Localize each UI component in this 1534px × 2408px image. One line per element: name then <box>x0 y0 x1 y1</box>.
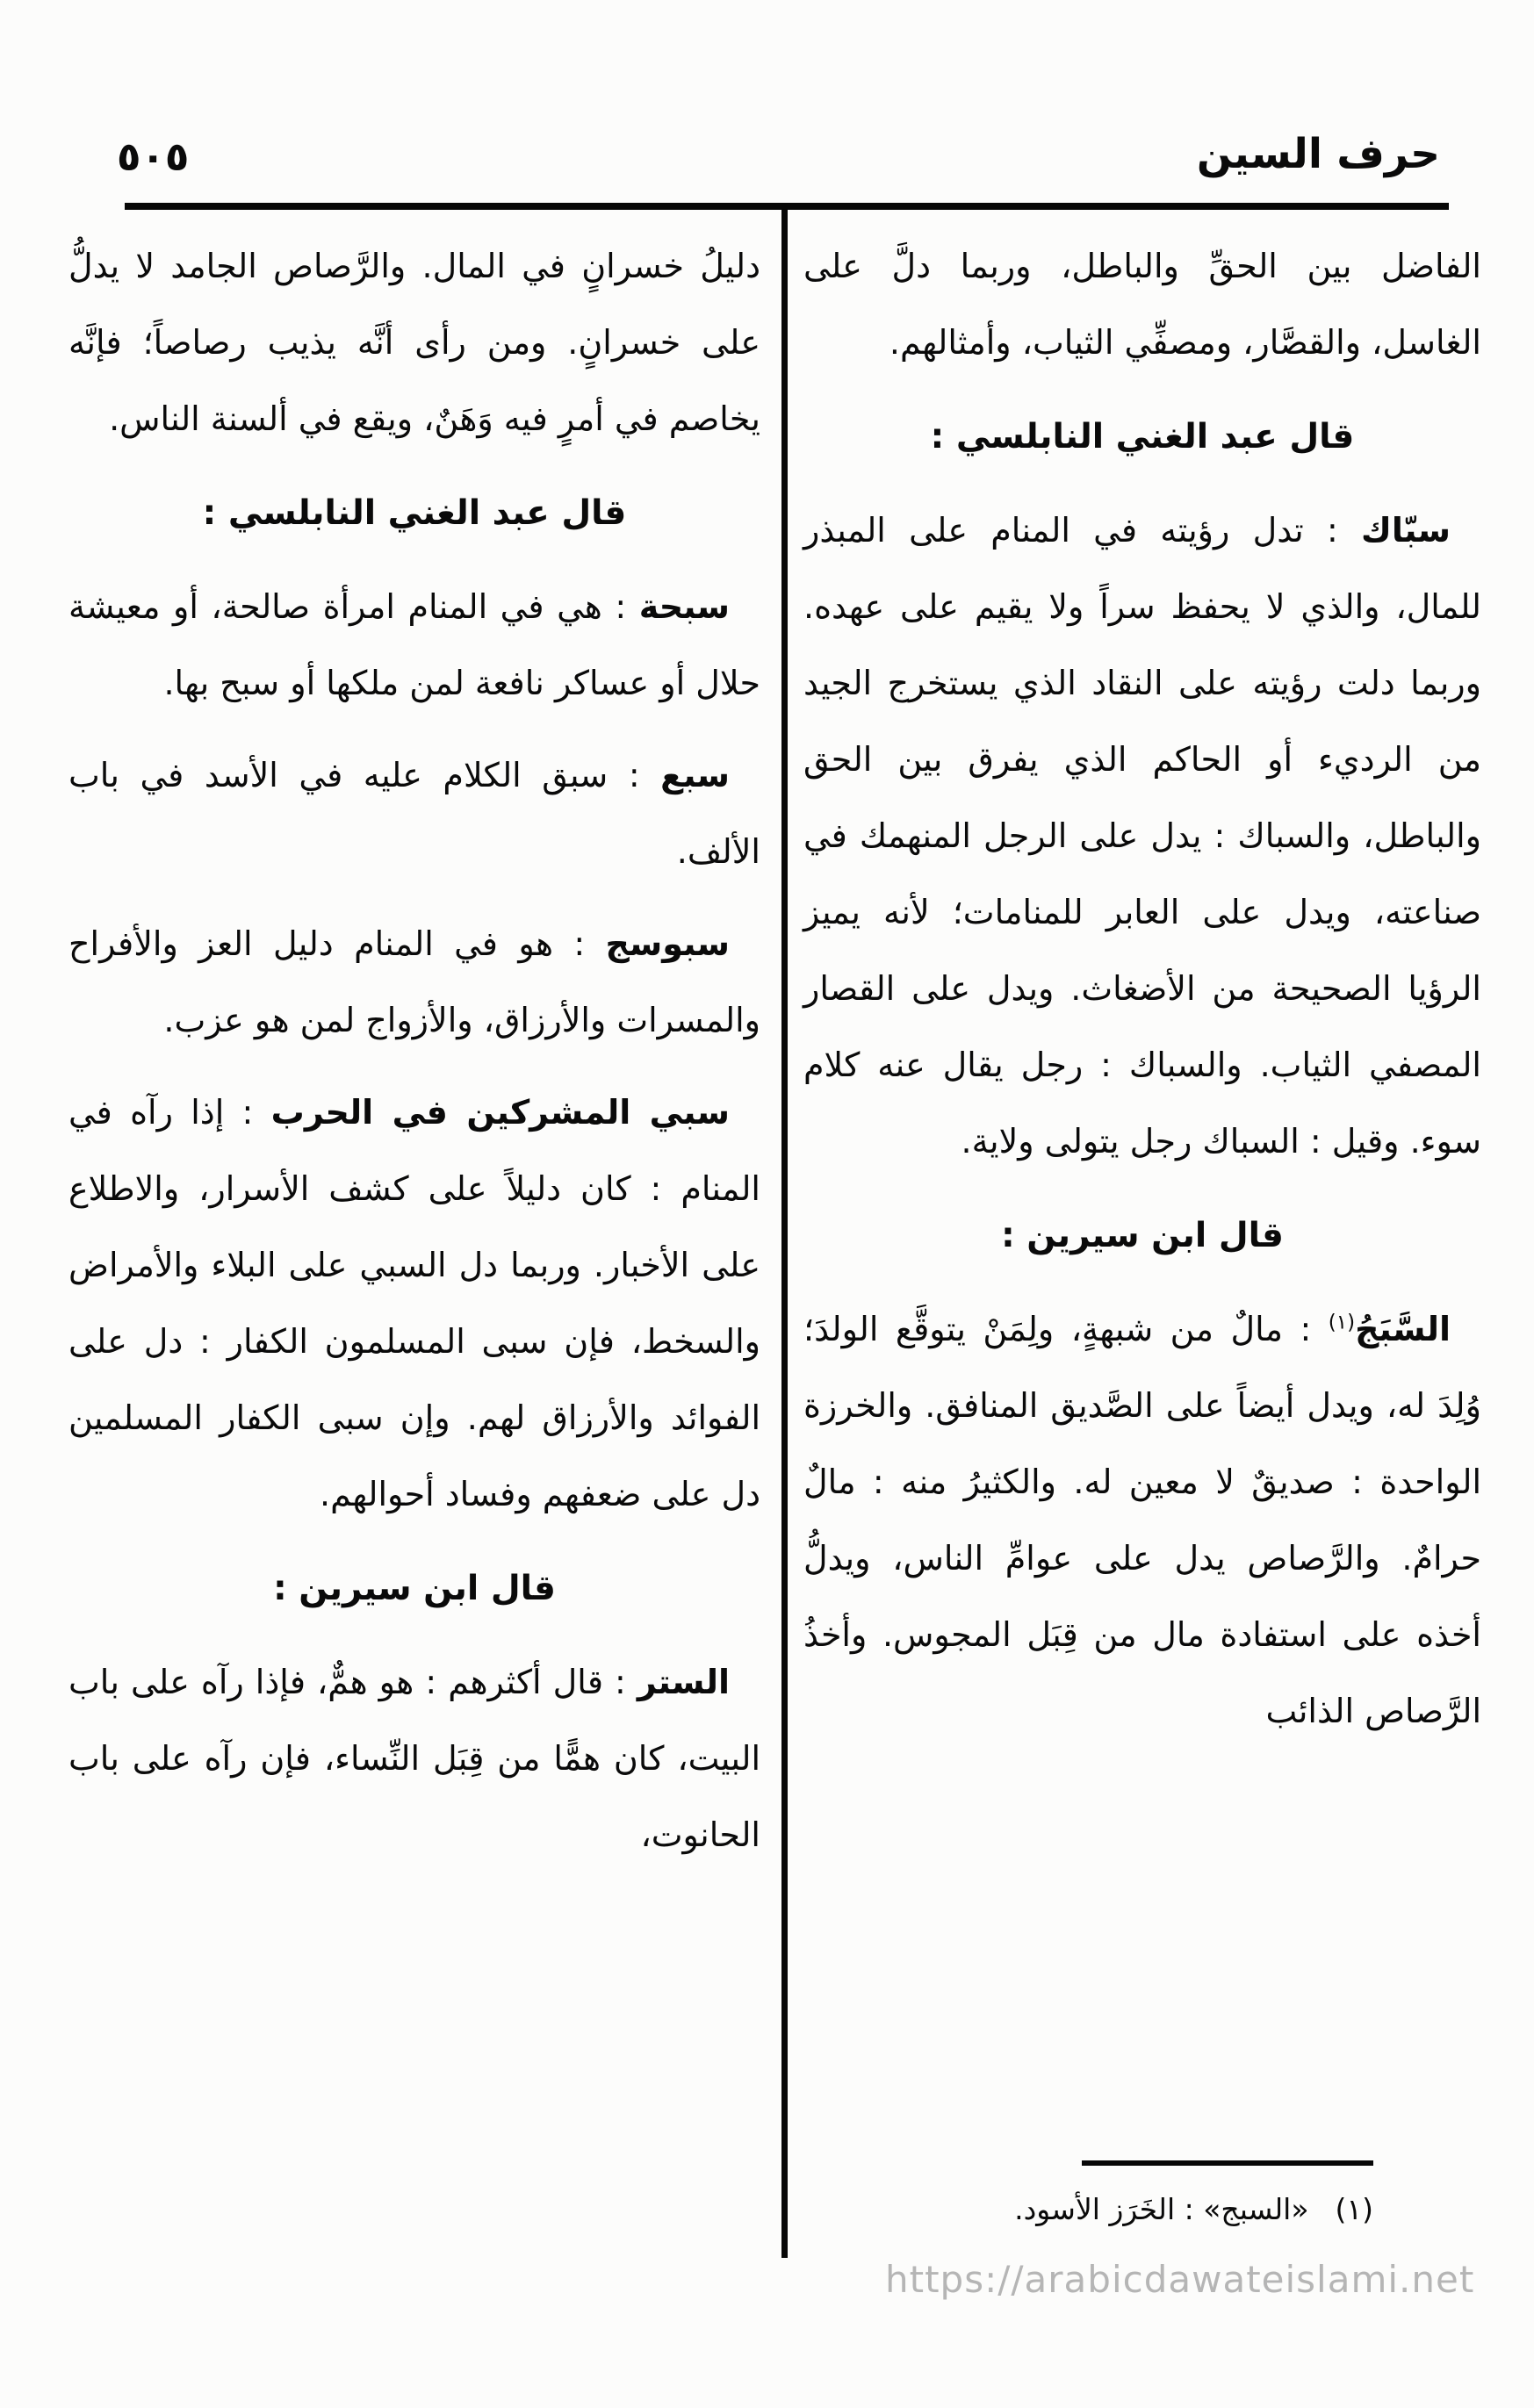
section-heading: قال ابن سيرين : <box>1001 1216 1284 1255</box>
column-divider <box>781 203 788 2258</box>
entry-paragraph: السَّبَجُ$^{(١)}$ : مالٌ من شبهةٍ، ولِمَنْ يتوقَّع الولدَ؛ وُلِدَ له، ويدل أيضاً على الصَّديق المنافق. والخرزة الواحدة : صديقٌ لا معين له. والكثيرُ منه : مالٌ حرامٌ. والرَّصاص يدل على عوامِّ الناس، ويدلُّ أخذه على استفادة مال من قِبَل المجوس. وأخذُ الرَّصاص الذائب <box>803 1310 1481 1730</box>
entry-paragraph: سبي المشركين في الحرب : إذا رآه في المنام : كان دليلاً على كشف الأسرار، والاطلاع على الأخبار. وربما دل السبي على البلاء والأمراض والسخط، فإن سبى المسلمون الكفار : دل على الفوائد والأرزاق لهم. وإن سبى الكفار المسلمين دل على ضعفهم وفساد أحوالهم. <box>68 1093 760 1513</box>
section-heading: قال ابن سيرين : <box>273 1569 556 1608</box>
entry-paragraph: سبّاك : تدل رؤيته في المنام على المبذر للمال، والذي لا يحفظ سراً ولا يقيم على عهده. وربما دلت رؤيته على النقاد الذي يستخرج الجيد من الرديء أو الحاكم الذي يفرق بين الحق والباطل، والسباك : يدل على الرجل المنهمك في صناعته، ويدل على العابر للمنامات؛ لأنه يميز الرؤيا الصحيحة من الأضغاث. ويدل على القصار المصفي الثياب. والسباك : رجل يقال عنه كلام سوء. وقيل : السباك رجل يتولى ولاية. <box>803 511 1481 1161</box>
entry-paragraph: سبحة : هي في المنام امرأة صالحة، أو معيشة حلال أو عساكر نافعة لمن ملكها أو سبح بها. <box>68 587 760 702</box>
entry-term: سبوسج <box>605 924 730 963</box>
section-heading: قال عبد الغني النابلسي : <box>930 417 1355 456</box>
continuation-paragraph: الفاضل بين الحقِّ والباطل، وربما دلَّ على الغاسل، والقصَّار، ومصفِّي الثياب، وأمثالهم. <box>803 247 1481 362</box>
footnote-marker: (١) <box>1335 2192 1373 2226</box>
section-heading: قال عبد الغني النابلسي : <box>202 493 627 533</box>
continuation-paragraph: دليلُ خسرانٍ في المال. والرَّصاص الجامد لا يدلُّ على خسرانٍ. ومن رأى أنَّه يذيب رصاصاً؛ فإنَّه يخاصم في أمرٍ فيه وَهَنٌ، ويقع في ألسنة الناس. <box>68 247 760 438</box>
entry-paragraph: سبع : سبق الكلام عليه في الأسد في باب الألف. <box>68 756 760 871</box>
right-column <box>803 228 1481 1750</box>
entry-term: سبع <box>660 756 730 794</box>
left-column <box>68 228 760 1873</box>
entry-term: سبي المشركين في الحرب <box>270 1093 731 1132</box>
footnote-text: «السبج» : الخَرَز الأسود. <box>1014 2192 1309 2226</box>
entry-term: سبحة <box>638 587 730 626</box>
page-number: ٥٠٥ <box>117 133 190 180</box>
entry-term: الستر <box>637 1663 730 1701</box>
chapter-title: حرف السين <box>1196 130 1440 178</box>
entry-paragraph: سبوسج : هو في المنام دليل العز والأفراح والمسرات والأرزاق، والأزواج لمن هو عزب. <box>68 924 760 1039</box>
footnote-reference: (١) <box>1328 1311 1356 1334</box>
footnote <box>1014 2188 1373 2232</box>
entry-term: سبّاك <box>1361 511 1451 550</box>
entry-paragraph: الستر : قال أكثرهم : هو همٌّ، فإذا رآه على باب البيت، كان همًّا من قِبَل النِّساء، فإن رآه على باب الحانوت، <box>68 1663 760 1854</box>
footnote-divider <box>1082 2160 1373 2166</box>
watermark-url: https://arabicdawateislami.net <box>885 2258 1475 2301</box>
entry-term: السَّبَجُ <box>1355 1310 1451 1348</box>
